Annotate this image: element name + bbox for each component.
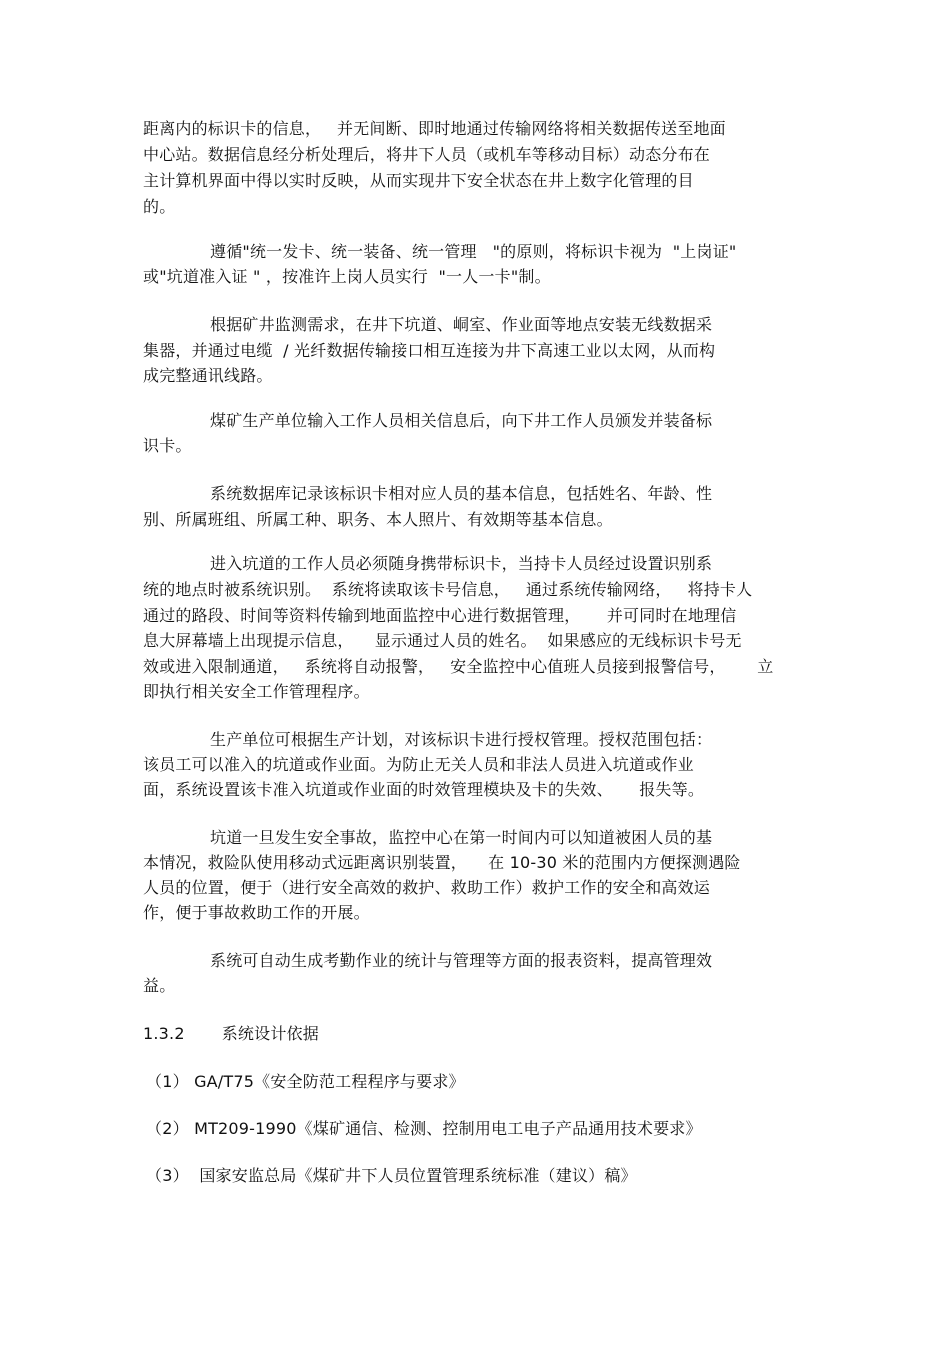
- paragraph-line: 识卡。: [143, 436, 192, 455]
- paragraph-line: 益。: [143, 976, 176, 995]
- paragraph-line: 息大屏幕墙上出现提示信息， 显示通过人员的姓名。 如果感应的无线标识卡号无: [143, 631, 742, 650]
- paragraph-line: 煤矿生产单位输入工作人员相关信息后，向下井工作人员颁发并装备标: [210, 411, 713, 430]
- paragraph-line: 成完整通讯线路。: [143, 366, 273, 385]
- paragraph-line: 本情况，救险队使用移动式远距离识别装置， 在 10-30 米的范围内方便探测遇险: [143, 853, 741, 872]
- paragraph-line: 系统数据库记录该标识卡相对应人员的基本信息，包括姓名、年龄、性: [210, 484, 713, 503]
- section-heading: 1.3.2 系统设计依据: [143, 1024, 319, 1043]
- paragraph-line: 或"坑道准入证 " ，按准许上岗人员实行 "一人一卡"制。: [143, 267, 551, 286]
- paragraph-line: 的。: [143, 197, 176, 216]
- paragraph-line: 面，系统设置该卡准入坑道或作业面的时效管理模块及卡的失效、 报失等。: [143, 780, 705, 799]
- paragraph-line: 进入坑道的工作人员必须随身携带标识卡，当持卡人员经过设置识别系: [210, 554, 713, 573]
- paragraph-line: 系统可自动生成考勤作业的统计与管理等方面的报表资料，提高管理效: [210, 951, 713, 970]
- paragraph-line: 遵循"统一发卡、统一装备、统一管理 "的原则，将标识卡视为 "上岗证": [210, 242, 737, 261]
- reference-item: （2） MT209-1990《煤矿通信、检测、控制用电工电子产品通用技术要求》: [146, 1119, 702, 1138]
- reference-item: （1） GA/T75《安全防范工程程序与要求》: [146, 1072, 465, 1091]
- paragraph-line: 坑道一旦发生安全事故，监控中心在第一时间内可以知道被困人员的基: [210, 828, 713, 847]
- paragraph-line: 统的地点时被系统识别。 系统将读取该卡号信息， 通过系统传输网络， 将持卡人: [143, 580, 753, 599]
- paragraph-line: 距离内的标识卡的信息， 并无间断、即时地通过传输网络将相关数据传送至地面: [143, 119, 726, 138]
- reference-item: （3） 国家安监总局《煤矿井下人员位置管理系统标准（建议）稿》: [146, 1166, 637, 1185]
- paragraph-line: 该员工可以准入的坑道或作业面。为防止无关人员和非法人员进入坑道或作业: [143, 755, 694, 774]
- paragraph-line: 中心站。数据信息经分析处理后，将井下人员（或机车等移动目标）动态分布在: [143, 145, 711, 164]
- paragraph-line: 生产单位可根据生产计划，对该标识卡进行授权管理。授权范围包括：: [210, 730, 713, 749]
- paragraph-line: 作，便于事故救助工作的开展。: [143, 903, 370, 922]
- paragraph-line: 人员的位置，便于（进行安全高效的救护、救助工作）救护工作的安全和高效运: [143, 878, 711, 897]
- paragraph-line: 集器，并通过电缆 / 光纤数据传输接口相互连接为井下高速工业以太网，从而构: [143, 341, 716, 360]
- paragraph-line: 通过的路段、时间等资料传输到地面监控中心进行数据管理， 并可同时在地理信: [143, 606, 737, 625]
- paragraph-line: 即执行相关安全工作管理程序。: [143, 682, 370, 701]
- paragraph-line: 主计算机界面中得以实时反映，从而实现井下安全状态在井上数字化管理的目: [143, 171, 694, 190]
- paragraph-line: 根据矿井监测需求，在井下坑道、峒室、作业面等地点安装无线数据采: [210, 315, 713, 334]
- paragraph-line: 效或进入限制通道， 系统将自动报警， 安全监控中心值班人员接到报警信号， 立: [143, 657, 774, 676]
- paragraph-line: 别、所属班组、所属工种、职务、本人照片、有效期等基本信息。: [143, 510, 613, 529]
